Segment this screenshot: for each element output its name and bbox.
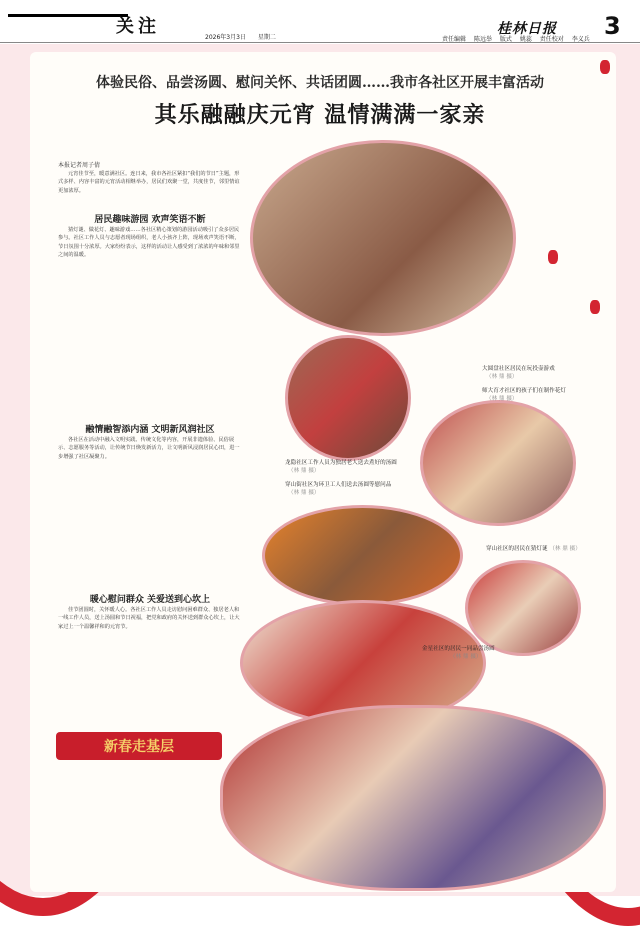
section-title: 关注	[116, 16, 160, 37]
photo-caption	[482, 364, 555, 372]
proof-label: 责任校对	[539, 36, 564, 43]
section-heading: 居民趣味游园 欢声笑语不断	[94, 215, 206, 225]
lantern-icon	[590, 300, 600, 314]
weekday-text: 星期二	[257, 34, 276, 41]
photo-credit	[288, 466, 320, 474]
section-body	[58, 606, 242, 724]
caption-credit: （林 鼎 摄）	[288, 490, 320, 496]
caption-text: 穿山社区的居民在猜灯谜	[486, 546, 548, 552]
photo-eating-tangyuan	[220, 705, 606, 891]
photo-credit	[486, 394, 518, 402]
caption-credit: （林 鼎 摄）	[549, 546, 581, 552]
layout-label: 版式	[499, 36, 512, 43]
layout-name: 姚蕊	[519, 36, 532, 43]
caption-text: 龙隐社区工作人员为独居老人送去煮好的汤圆	[285, 460, 397, 466]
masthead: 桂林日报	[497, 21, 557, 37]
section-rule	[8, 14, 128, 43]
photo-credit	[486, 372, 518, 380]
intro-paragraph	[58, 170, 242, 206]
caption-credit: （林 鼎 摄）	[486, 396, 518, 402]
section-text: 各社区在活动中融入文明实践、传统文化等内容，开展非遗体验、民俗展示、志愿服务等活动，让传统节日焕发新活力，让文明新风浸润居民心田，进一步增强了社区凝聚力。	[58, 437, 240, 460]
page-number: 3	[604, 12, 621, 40]
editor-name: 陈远举	[473, 36, 492, 43]
section-heading: 暖心慰问群众 关爱送到心坎上	[89, 595, 211, 605]
editor-label: 责任编辑	[442, 36, 467, 43]
photo-riddles	[465, 560, 581, 656]
section-body	[58, 436, 242, 586]
editor-credits	[442, 34, 596, 43]
caption-text: 金星社区的居民一同品尝汤圆	[422, 646, 495, 652]
caption-text: 穿山街社区为环卫工人们送去汤圆等慰问品	[285, 482, 392, 488]
photo-sanitation-workers	[262, 505, 463, 606]
photo-game	[250, 140, 516, 336]
photo-caption	[486, 544, 581, 552]
intro-text: 元宵佳节至，暖意满社区。连日来，我市各社区紧扣“我们的节日”主题，形式多样、内容丰富的元宵活动相继举办，居民们欢聚一堂，共度佳节，邻里情谊更加浓厚。	[58, 171, 240, 194]
section-text: 猜灯谜、做花灯、趣味游戏……各社区精心策划的游园活动吸引了众多居民参与。社区工作人员与志愿者现场组织，老人小孩齐上阵，现场欢声笑语不断，节日氛围十分浓厚。大家纷纷表示，这样的活动让人感受到了浓浓的年味和邻里之间的温暖。	[58, 227, 240, 259]
photo-lantern-making	[420, 400, 576, 526]
caption-text: 大圆盘社区居民在玩投壶游戏	[482, 366, 555, 372]
lantern-icon	[600, 60, 610, 74]
caption-text: 师大育才社区的孩子们在制作花灯	[482, 388, 566, 394]
photo-caption	[285, 458, 397, 466]
section-body	[58, 226, 242, 416]
banner-slogan: 新春走基层	[104, 739, 174, 755]
photo-credit	[450, 652, 482, 660]
photo-caption	[482, 386, 566, 394]
photo-senior-visit	[285, 335, 411, 461]
proof-name: 李义兵	[571, 36, 590, 43]
photo-caption	[422, 644, 495, 652]
caption-credit: （林 鼎 摄）	[288, 468, 320, 474]
article-headline: 其乐融融庆元宵 温情满满一家亲	[154, 102, 486, 128]
photo-credit	[288, 488, 320, 496]
caption-credit: （林 鼎 摄）	[450, 654, 482, 660]
publication-date	[205, 32, 286, 41]
byline: 本报记者周子倩	[58, 162, 101, 169]
article-kicker: 体验民俗、品尝汤圆、慰问关怀、共话团圆……我市各社区开展丰富活动	[96, 75, 544, 91]
caption-credit: （林 鼎 摄）	[486, 374, 518, 380]
date-text: 2026年3月3日	[205, 34, 246, 41]
section-heading: 融情融智添内涵 文明新风润社区	[85, 425, 215, 435]
lantern-icon	[548, 250, 558, 264]
photo-caption	[285, 480, 391, 488]
section-text: 佳节团圆时，关怀暖人心。各社区工作人员走访慰问困难群众、独居老人和一线工作人员，送上汤圆和节日祝福，把党和政府的关怀送到群众心坎上，让大家过上一个温馨祥和的元宵节。	[58, 607, 240, 630]
